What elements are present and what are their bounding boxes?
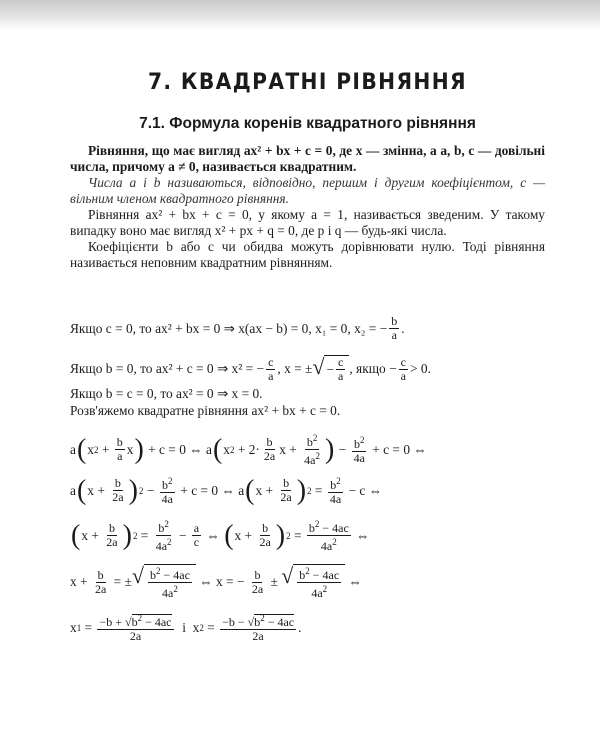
case-b-zero-text-2: , x = ± <box>277 361 313 376</box>
section-title: 7.1. Формула коренів квадратного рівняння <box>139 115 476 132</box>
chapter-title: 7. КВАДРАТНІ РІВНЯННЯ <box>147 70 468 95</box>
case-c-zero: Якщо c = 0, то ax² + bx = 0 ⇒ x(ax − b) = 0, x₁ = 0, x₂ = − $\frac{b}{a}$ . <box>70 314 405 342</box>
coefficients-paragraph: Числа a і b називаються, відповідно, першим і другим коефіцієнтом, c — вільним членом квадратного рівняння. <box>70 175 545 206</box>
fraction: $\frac{b}{a}$ <box>391 314 398 342</box>
reduced-equation-paragraph: Рівняння ax² + bx + c = 0, у якому a = 1, називається зведеним. У такому випадку воно має вигляд x² + px + q = 0, де p і q — будь-які числа. <box>70 207 545 238</box>
viewer-top-bar <box>0 0 600 30</box>
quadratic-formula: x 1 = $\frac{-b + √b^2 - 4ac}{2a}$ і x 2 = $\frac{-b - √b^2 - 4ac}{2a}$ . <box>70 613 302 643</box>
fraction: $\frac{c}{a}$ <box>268 354 274 383</box>
derivation-step-4: x + $\frac{b}{2a}$ = ± √ $\frac{b^2 - 4ac}{4a^2}$ ⇔ x = − $\frac{b}{2a}$ ± √ $\frac{b^2 - 4ac}{4a^2}$ ⇔ <box>70 563 362 600</box>
case-c-zero-text: Якщо c = 0, то ax² + bx = 0 ⇒ x(ax − b) = 0, x₁ = 0, x₂ = − <box>70 320 388 336</box>
condition-text: , якщо − <box>349 361 397 376</box>
fraction: $\frac{c}{a}$ <box>400 354 406 383</box>
case-b-zero-text: Якщо b = 0, то ax² + c = 0 ⇒ x² = − <box>70 361 265 376</box>
square-root: √ − $\frac{c}{a}$ <box>312 355 349 383</box>
case-b-zero <box>70 355 431 383</box>
document-page <box>70 40 545 271</box>
case-b-c-zero: Якщо b = c = 0, то ax² = 0 ⇒ x = 0. <box>70 386 263 401</box>
condition-end: > 0. <box>409 361 431 376</box>
derivation-step-1: a ( x 2 + $\frac{b}{a}$ x ) + c = 0 ⇔ a ( x 2 + 2· $\frac{b}{2a}$ x + $\frac{b^2}{4a^2}$ ) − $\frac{b^2}{4a}$ + c = 0 ⇔ <box>70 433 427 467</box>
definition-paragraph: Рівняння, що має вигляд ax² + bx + c = 0, де x — змінна, а a, b, c — довільні числа, причому a ≠ 0, називається квадратним. <box>70 143 545 174</box>
incomplete-equation-paragraph: Коефіцієнти b або c чи обидва можуть дорівнювати нулю. Тоді рівняння називається неповним квадратним рівнянням. <box>70 239 545 270</box>
derivation-step-3: ( x + $\frac{b}{2a}$ ) 2 = $\frac{b^2}{4a^2}$ − $\frac{a}{c}$ ⇔ ( x + $\frac{b}{2a}$ ) 2 = $\frac{b^2 - 4ac}{4a^2}$ ⇔ <box>71 519 370 553</box>
minus-sign: − <box>326 361 335 377</box>
solve-intro: Розв'яжемо квадратне рівняння ax² + bx + c = 0. <box>70 403 341 418</box>
derivation-step-2: a ( x + $\frac{b}{2a}$ ) 2 − $\frac{b^2}{4a}$ + c = 0 ⇔ a ( x + $\frac{b}{2a}$ ) 2 = $\frac{b^2}{4a}$ − c ⇔ <box>70 474 383 506</box>
